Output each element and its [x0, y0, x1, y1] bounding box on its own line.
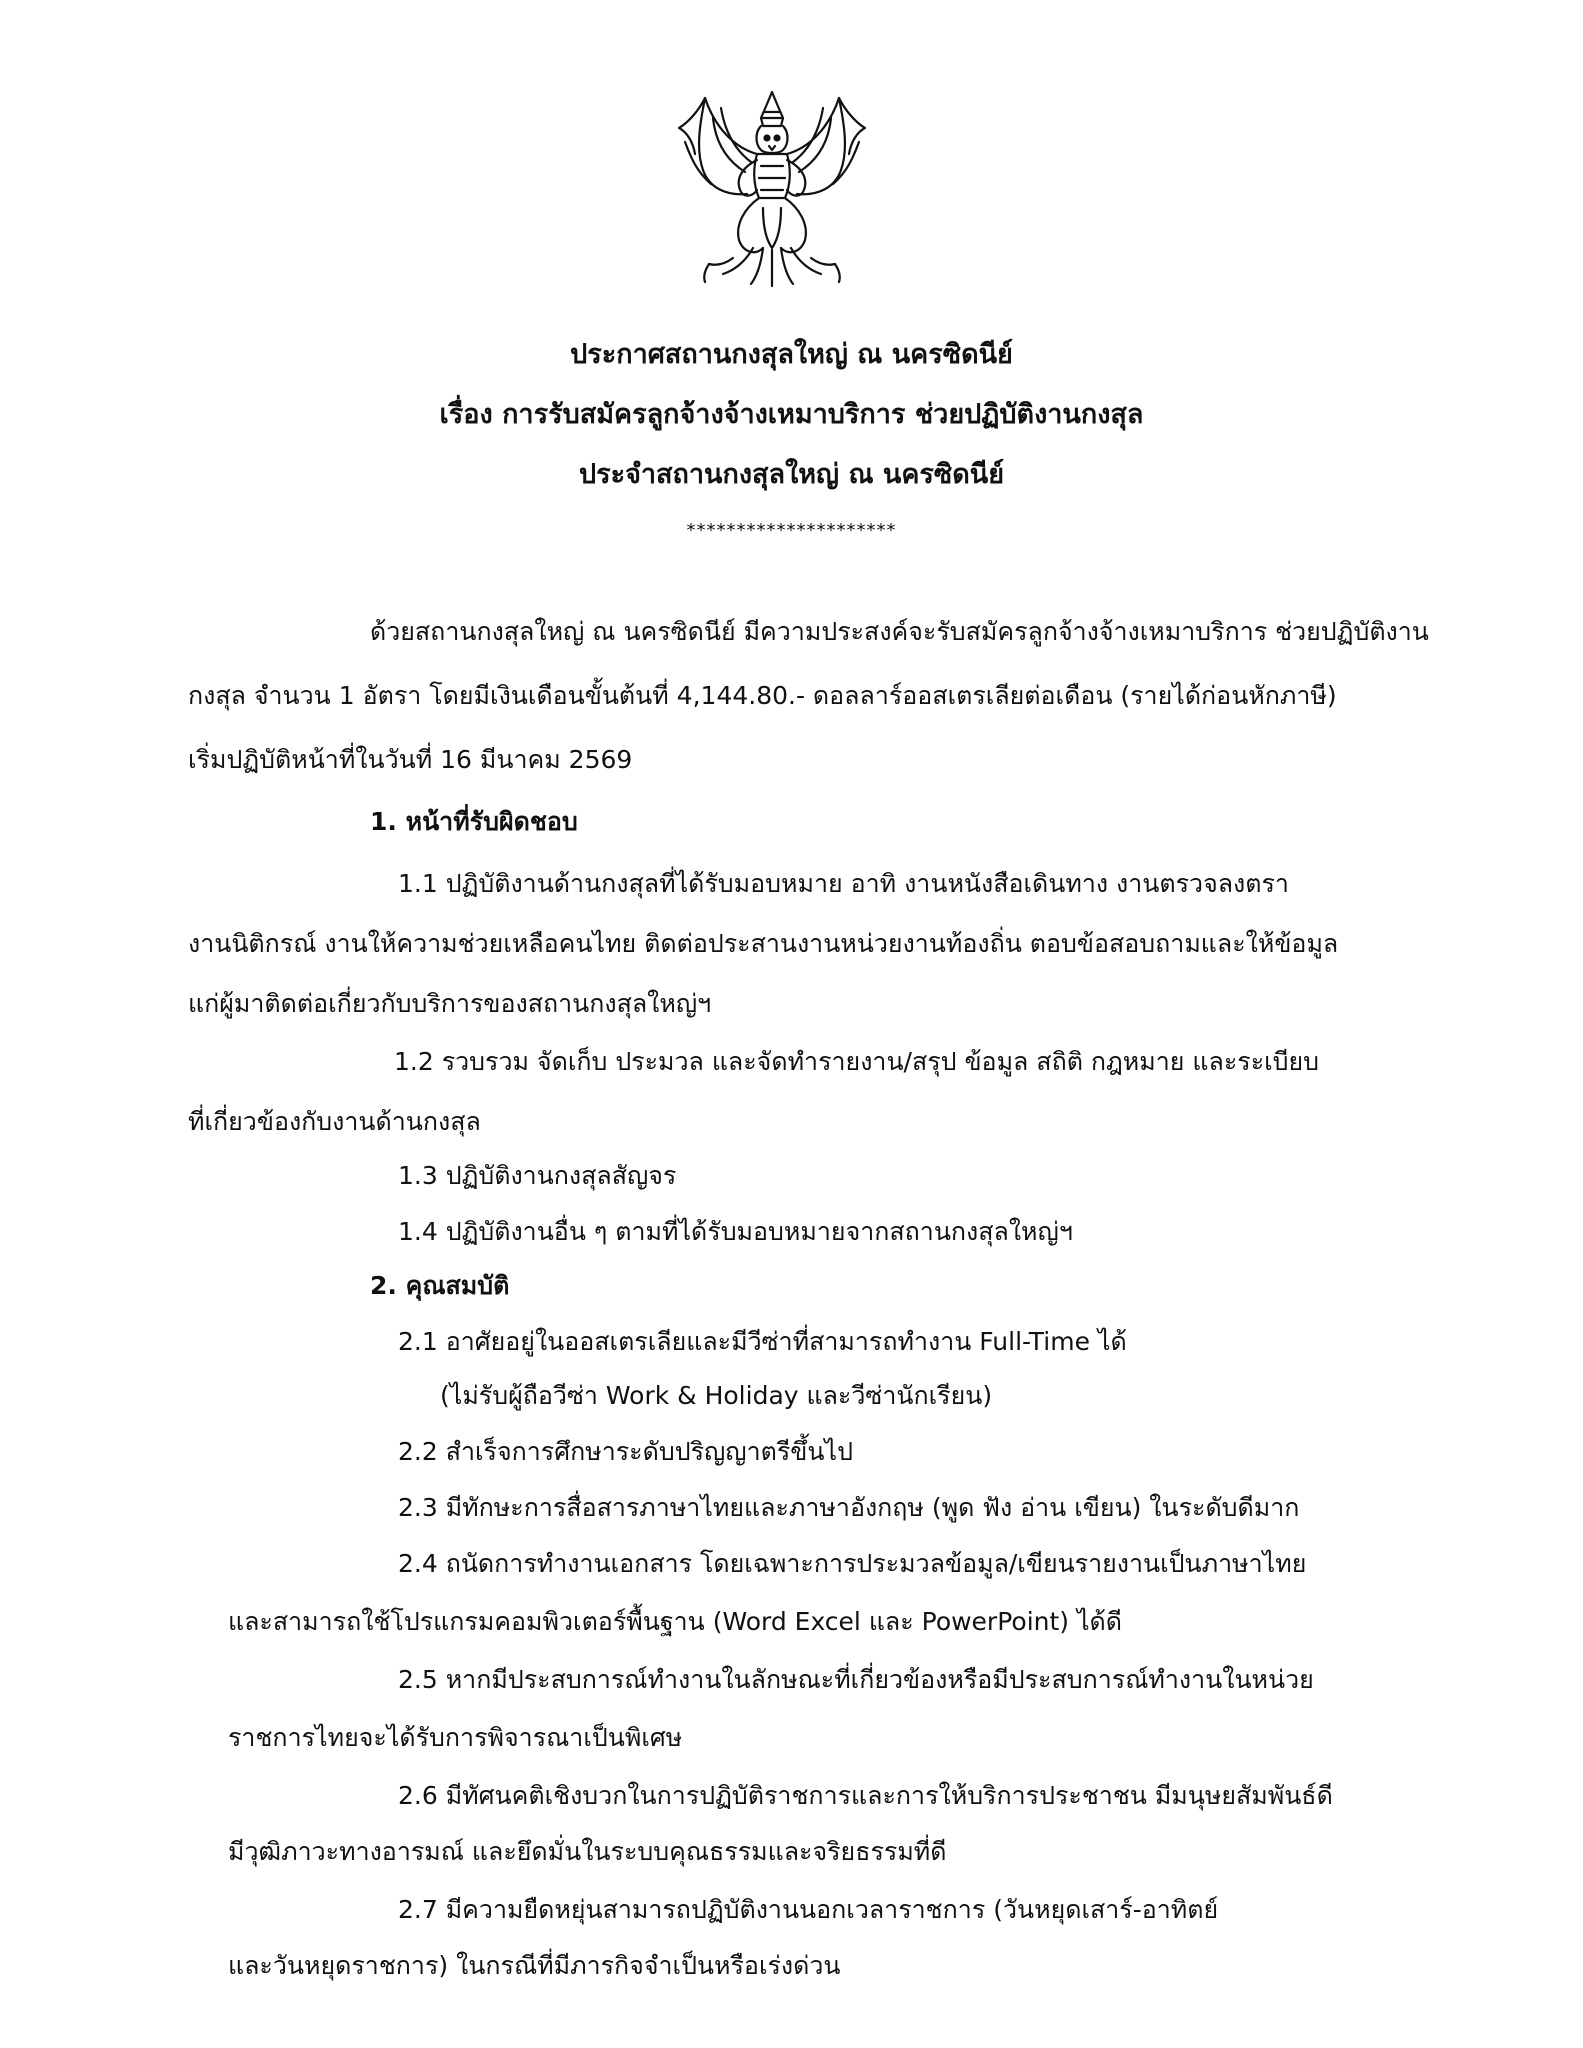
section1-item1-line1: 1.1 ปฏิบัติงานด้านกงสุลที่ได้รับมอบหมาย อาทิ งานหนังสือเดินทาง งานตรวจลงตรา	[398, 869, 1289, 898]
title-separator: *********************	[686, 520, 897, 541]
announcement-title-line3: ประจำสถานกงสุลใหญ่ ณ นครซิดนีย์	[578, 459, 1005, 490]
section1-heading: 1. หน้าที่รับผิดชอบ	[370, 807, 578, 836]
section1-item2-line2: ที่เกี่ยวข้องกับงานด้านกงสุล	[188, 1107, 481, 1136]
intro-line-3: เริ่มปฏิบัติหน้าที่ในวันที่ 16 มีนาคม 2569	[188, 745, 633, 774]
section1-item4: 1.4 ปฏิบัติงานอื่น ๆ ตามที่ได้รับมอบหมายจากสถานกงสุลใหญ่ฯ	[398, 1217, 1073, 1246]
section2-item5-line2: ราชการไทยจะได้รับการพิจารณาเป็นพิเศษ	[228, 1723, 683, 1752]
section2-item6-line1: 2.6 มีทัศนคติเชิงบวกในการปฏิบัติราชการและการให้บริการประชาชน มีมนุษยสัมพันธ์ดี	[398, 1781, 1333, 1810]
section2-item4-line2: และสามารถใช้โปรแกรมคอมพิวเตอร์พื้นฐาน (Word Excel และ PowerPoint) ได้ดี	[228, 1607, 1123, 1636]
section1-item2-line1: 1.2 รวบรวม จัดเก็บ ประมวล และจัดทำรายงาน/สรุป ข้อมูล สถิติ กฎหมาย และระเบียบ	[394, 1047, 1320, 1076]
section2-item6-line2: มีวุฒิภาวะทางอารมณ์ และยึดมั่นในระบบคุณธรรมและจริยธรรมที่ดี	[228, 1837, 947, 1866]
section2-heading: 2. คุณสมบัติ	[370, 1271, 510, 1300]
intro-line-2: กงสุล จำนวน 1 อัตรา โดยมีเงินเดือนขั้นต้นที่ 4,144.80.- ดอลลาร์ออสเตรเลียต่อเดือน (รายได้ก่อนหักภาษี)	[188, 681, 1337, 710]
section2-item1-line2: (ไม่รับผู้ถือวีซ่า Work & Holiday และวีซ่านักเรียน)	[440, 1381, 993, 1410]
section1-item1-line2: งานนิติกรณ์ งานให้ความช่วยเหลือคนไทย ติดต่อประสานงานหน่วยงานท้องถิ่น ตอบข้อสอบถามและให้ข้อมูล	[188, 929, 1339, 958]
section2-item3: 2.3 มีทักษะการสื่อสารภาษาไทยและภาษาอังกฤษ (พูด ฟัง อ่าน เขียน) ในระดับดีมาก	[398, 1493, 1300, 1522]
intro-line-1: ด้วยสถานกงสุลใหญ่ ณ นครซิดนีย์ มีความประสงค์จะรับสมัครลูกจ้างจ้างเหมาบริการ ช่วยปฏิบัติงาน	[370, 617, 1429, 646]
section2-item1-line1: 2.1 อาศัยอยู่ในออสเตรเลียและมีวีซ่าที่สามารถทำงาน Full-Time ได้	[398, 1327, 1127, 1356]
section1-item3: 1.3 ปฏิบัติงานกงสุลสัญจร	[398, 1161, 677, 1190]
announcement-title-line1: ประกาศสถานกงสุลใหญ่ ณ นครซิดนีย์	[570, 339, 1013, 370]
garuda-emblem-icon	[665, 88, 880, 288]
section2-item2: 2.2 สำเร็จการศึกษาระดับปริญญาตรีขึ้นไป	[398, 1437, 853, 1466]
section2-item7-line1: 2.7 มีความยืดหยุ่นสามารถปฏิบัติงานนอกเวลาราชการ (วันหยุดเสาร์-อาทิตย์	[398, 1895, 1219, 1924]
section1-item1-line3: แก่ผู้มาติดต่อเกี่ยวกับบริการของสถานกงสุลใหญ่ฯ	[188, 989, 712, 1018]
section2-item4-line1: 2.4 ถนัดการทำงานเอกสาร โดยเฉพาะการประมวลข้อมูล/เขียนรายงานเป็นภาษาไทย	[398, 1549, 1307, 1578]
section2-item5-line1: 2.5 หากมีประสบการณ์ทำงานในลักษณะที่เกี่ยวข้องหรือมีประสบการณ์ทำงานในหน่วย	[398, 1665, 1314, 1694]
section2-item7-line2: และวันหยุดราชการ) ในกรณีที่มีภารกิจจำเป็นหรือเร่งด่วน	[228, 1951, 841, 1980]
announcement-title-line2: เรื่อง การรับสมัครลูกจ้างจ้างเหมาบริการ ช่วยปฏิบัติงานกงสุล	[439, 399, 1144, 430]
